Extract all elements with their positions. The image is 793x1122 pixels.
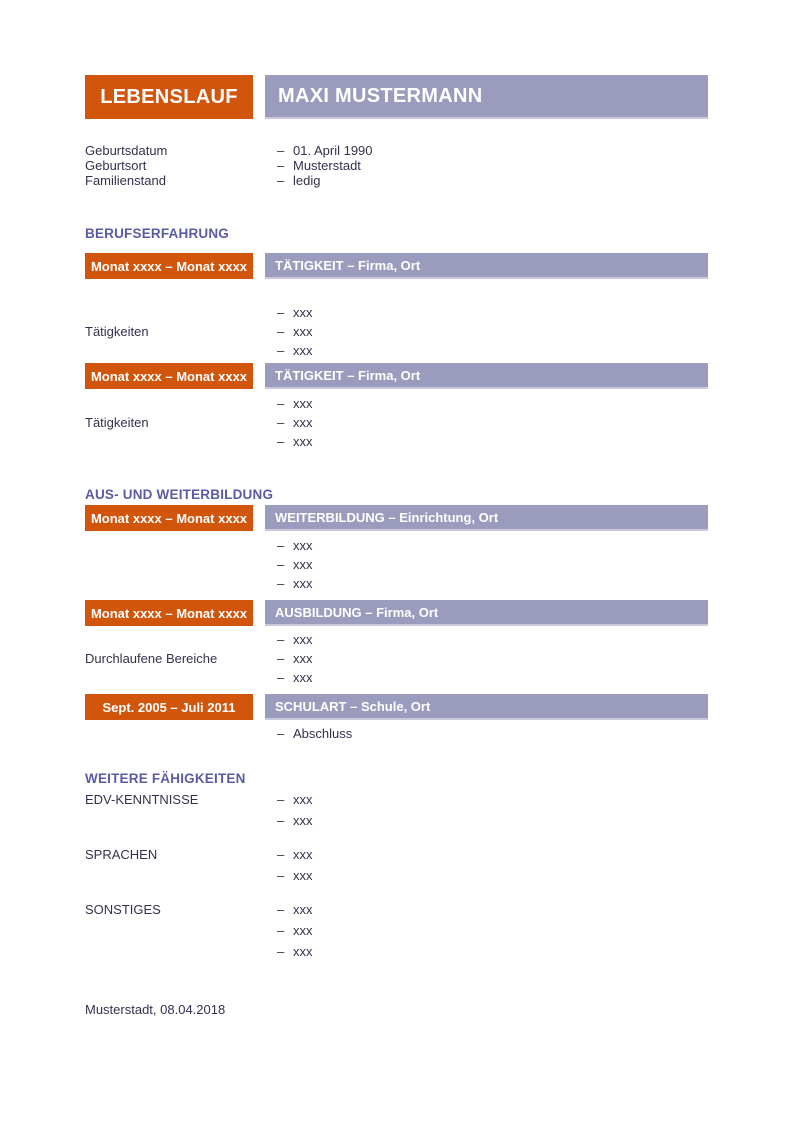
list-item xyxy=(265,341,708,360)
dash-glyph: – xyxy=(277,143,285,158)
dash-glyph: – xyxy=(277,923,285,938)
list-item xyxy=(265,303,708,322)
dash-glyph: – xyxy=(277,305,285,320)
personal-value-text: ledig xyxy=(293,173,321,188)
entry-item-list xyxy=(265,630,708,687)
personal-info xyxy=(85,143,708,188)
skill-group xyxy=(85,899,708,962)
entry-item-list xyxy=(265,536,708,593)
list-item xyxy=(265,789,708,810)
personal-row xyxy=(85,173,708,188)
skill-group-label: SONSTIGES xyxy=(85,902,161,917)
list-item-text: xxx xyxy=(293,923,313,938)
list-item xyxy=(265,555,708,574)
dash-glyph: – xyxy=(277,434,285,449)
entry-item-list xyxy=(265,394,708,451)
education-entry-body xyxy=(85,724,708,743)
list-item-text: xxx xyxy=(293,868,313,883)
list-item xyxy=(265,844,708,865)
entry-side-label: Tätigkeiten xyxy=(85,324,149,339)
list-item-text: xxx xyxy=(293,847,313,862)
period-badge: Monat xxxx – Monat xxxx xyxy=(85,253,253,279)
list-item xyxy=(265,810,708,831)
skills-section xyxy=(85,789,708,962)
list-item-text: xxx xyxy=(293,415,313,430)
experience-entry-body xyxy=(85,394,708,451)
list-item-text: xxx xyxy=(293,651,313,666)
list-item-text: xxx xyxy=(293,670,313,685)
education-entry-header xyxy=(85,694,708,720)
dash-glyph: – xyxy=(277,726,285,741)
period-badge: Monat xxxx – Monat xxxx xyxy=(85,505,253,531)
page-content xyxy=(85,0,708,1017)
entry-title-bar: AUSBILDUNG – Firma, Ort xyxy=(265,600,708,626)
dash-glyph: – xyxy=(277,576,285,591)
personal-row xyxy=(85,158,708,173)
period-badge: Sept. 2005 – Juli 2011 xyxy=(85,694,253,720)
dash-glyph: – xyxy=(277,415,285,430)
personal-row xyxy=(85,143,708,158)
list-item-text: xxx xyxy=(293,434,313,449)
entry-title-bar: WEITERBILDUNG – Einrichtung, Ort xyxy=(265,505,708,531)
list-item xyxy=(265,865,708,886)
entry-item-list xyxy=(265,303,708,360)
skill-group xyxy=(85,789,708,831)
personal-value xyxy=(265,173,708,188)
dash-glyph: – xyxy=(277,813,285,828)
list-item xyxy=(265,630,708,649)
section-heading-faehigkeiten: WEITERE FÄHIGKEITEN xyxy=(85,771,246,786)
list-item-text: xxx xyxy=(293,813,313,828)
dash-glyph: – xyxy=(277,538,285,553)
header xyxy=(85,75,708,119)
dash-glyph: – xyxy=(277,173,285,188)
entry-side-label: Durchlaufene Bereiche xyxy=(85,651,218,666)
list-item xyxy=(265,724,708,743)
list-item xyxy=(265,536,708,555)
list-item xyxy=(265,920,708,941)
skill-group-label: EDV-KENNTNISSE xyxy=(85,792,199,807)
list-item-text: xxx xyxy=(293,792,313,807)
dash-glyph: – xyxy=(277,343,285,358)
entry-title-bar: SCHULART – Schule, Ort xyxy=(265,694,708,720)
dash-glyph: – xyxy=(277,902,285,917)
list-item-text: xxx xyxy=(293,632,313,647)
experience-entry-header xyxy=(85,253,708,279)
experience-entry-body xyxy=(85,303,708,360)
experience-entry-header xyxy=(85,363,708,389)
skill-group-label: SPRACHEN xyxy=(85,847,158,862)
dash-glyph: – xyxy=(277,792,285,807)
entry-side-label: Tätigkeiten xyxy=(85,415,149,430)
list-item xyxy=(265,322,708,341)
list-item xyxy=(265,413,708,432)
dash-glyph: – xyxy=(277,158,285,173)
skill-group xyxy=(85,844,708,886)
list-item xyxy=(265,394,708,413)
education-entry-header xyxy=(85,505,708,531)
section-heading-berufserfahrung: BERUFSERFAHRUNG xyxy=(85,226,230,241)
entry-title-bar: TÄTIGKEIT – Firma, Ort xyxy=(265,363,708,389)
document-type-badge: LEBENSLAUF xyxy=(85,75,253,119)
list-item-text: Abschluss xyxy=(293,726,353,741)
person-name-banner: MAXI MUSTERMANN xyxy=(265,75,708,119)
education-entry-body xyxy=(85,630,708,687)
list-item-text: xxx xyxy=(293,902,313,917)
dash-glyph: – xyxy=(277,557,285,572)
list-item-text: xxx xyxy=(293,305,313,320)
personal-value-text: Musterstadt xyxy=(293,158,361,173)
dash-glyph: – xyxy=(277,868,285,883)
dash-glyph: – xyxy=(277,324,285,339)
dash-glyph: – xyxy=(277,632,285,647)
list-item xyxy=(265,432,708,451)
personal-value xyxy=(265,158,708,173)
list-item xyxy=(265,574,708,593)
section-heading-ausbildung: AUS- UND WEITERBILDUNG xyxy=(85,487,274,502)
education-entry-body xyxy=(85,536,708,593)
list-item-text: xxx xyxy=(293,944,313,959)
dash-glyph: – xyxy=(277,847,285,862)
personal-value xyxy=(265,143,708,158)
list-item-text: xxx xyxy=(293,576,313,591)
personal-label: Familienstand xyxy=(85,173,166,188)
dash-glyph: – xyxy=(277,651,285,666)
dash-glyph: – xyxy=(277,396,285,411)
entry-item-list xyxy=(265,724,708,743)
list-item-text: xxx xyxy=(293,324,313,339)
period-badge: Monat xxxx – Monat xxxx xyxy=(85,363,253,389)
list-item xyxy=(265,668,708,687)
education-entry-header xyxy=(85,600,708,626)
entry-title-bar: TÄTIGKEIT – Firma, Ort xyxy=(265,253,708,279)
list-item-text: xxx xyxy=(293,557,313,572)
dash-glyph: – xyxy=(277,944,285,959)
list-item-text: xxx xyxy=(293,396,313,411)
personal-value-text: 01. April 1990 xyxy=(293,143,373,158)
skill-item-list xyxy=(265,844,708,886)
skill-item-list xyxy=(265,899,708,962)
skill-item-list xyxy=(265,789,708,831)
signature-place-date: Musterstadt, 08.04.2018 xyxy=(85,1002,226,1017)
list-item-text: xxx xyxy=(293,343,313,358)
list-item xyxy=(265,649,708,668)
personal-label: Geburtsort xyxy=(85,158,147,173)
entry-side-label xyxy=(85,536,265,593)
list-item xyxy=(265,941,708,962)
dash-glyph: – xyxy=(277,670,285,685)
entry-side-label xyxy=(85,724,265,743)
period-badge: Monat xxxx – Monat xxxx xyxy=(85,600,253,626)
list-item-text: xxx xyxy=(293,538,313,553)
personal-label: Geburtsdatum xyxy=(85,143,168,158)
list-item xyxy=(265,899,708,920)
